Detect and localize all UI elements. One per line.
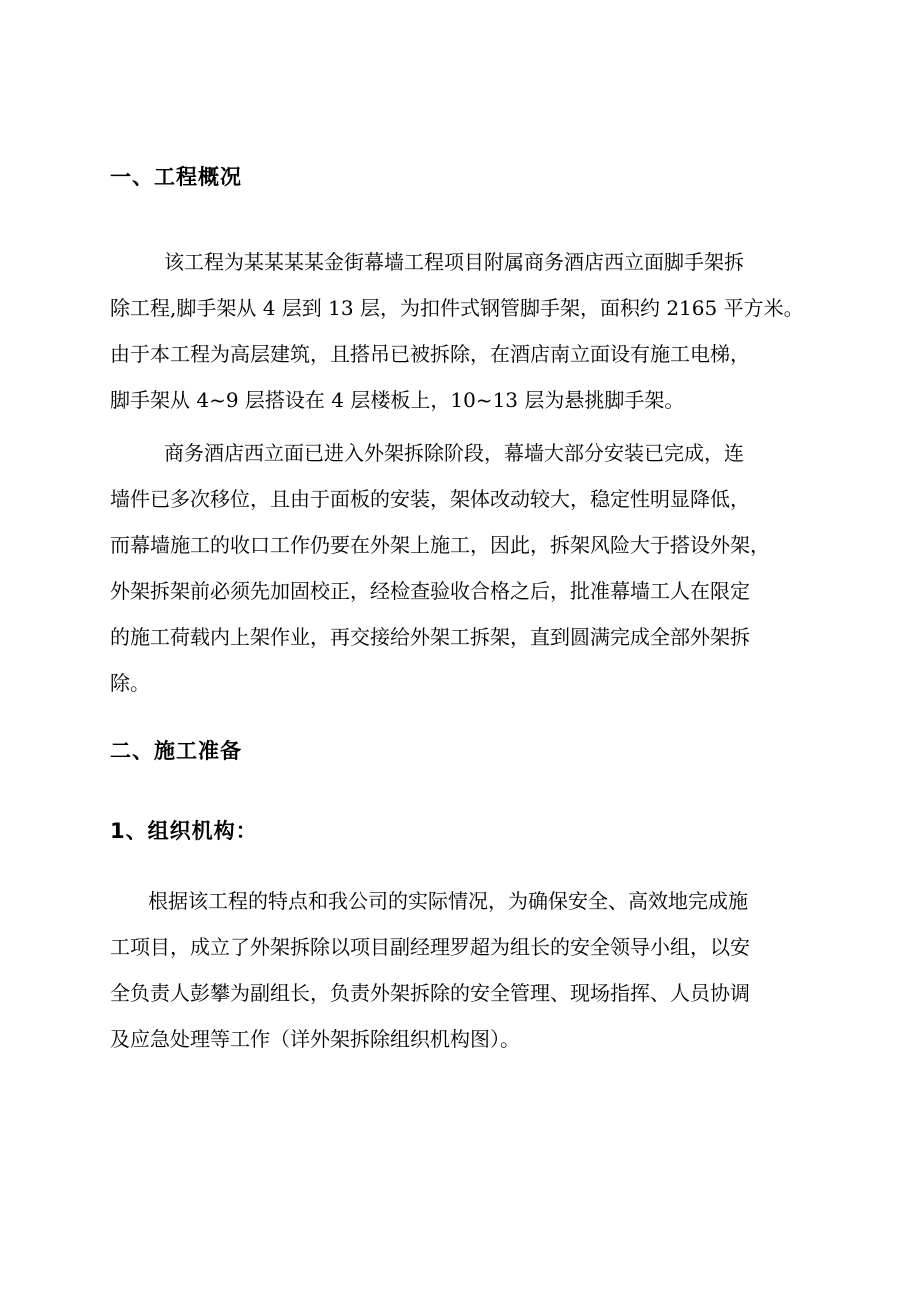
paragraph-line: 由于本工程为高层建筑，且搭吊已被拆除，在酒店南立面设有施工电梯， (110, 342, 750, 366)
paragraph-line: 外架拆架前必须先加固校正，经检查验收合格之后，批准幕墙工人在限定 (110, 579, 750, 603)
paragraph-dismantling-status (110, 430, 810, 706)
paragraph-organization (110, 878, 810, 1062)
paragraph-line: 全负责人彭攀为副组长，负责外架拆除的安全管理、现场指挥、人员协调 (110, 981, 750, 1005)
paragraph-line: 的施工荷载内上架作业，再交接给外架工拆架，直到圆满完成全部外架拆 (110, 625, 750, 649)
paragraph-line: 该工程为某某某某金街幕墙工程项目附属商务酒店西立面脚手架拆 (164, 250, 744, 274)
paragraph-line: 商务酒店西立面已进入外架拆除阶段，幕墙大部分安装已完成，连 (164, 441, 744, 465)
paragraph-line: 工项目，成立了外架拆除以项目副经理罗超为组长的安全领导小组，以安 (110, 935, 750, 959)
paragraph-line: 除。 (110, 671, 150, 695)
paragraph-line: 墙件已多次移位，且由于面板的安装，架体改动较大，稳定性明显降低， (110, 487, 750, 511)
paragraph-line: 而幕墙施工的收口工作仍要在外架上施工，因此，拆架风险大于搭设外架， (110, 533, 770, 557)
subsection-heading-organization: 1、组织机构： (110, 819, 258, 843)
paragraph-line: 除工程,脚手架从 4 层到 13 层，为扣件式钢管脚手架，面积约 2165 平方米。 (110, 296, 804, 320)
paragraph-line: 及应急处理等工作（详外架拆除组织机构图）。 (110, 1027, 520, 1051)
paragraph-line: 脚手架从 4~9 层搭设在 4 层楼板上，10~13 层为悬挑脚手架。 (110, 388, 685, 412)
paragraph-project-overview (110, 239, 810, 423)
paragraph-line: 根据该工程的特点和我公司的实际情况，为确保安全、高效地完成施 (148, 889, 748, 913)
section-heading-project-overview: 一、工程概况 (110, 165, 242, 189)
section-heading-construction-preparation: 二、施工准备 (110, 739, 242, 763)
